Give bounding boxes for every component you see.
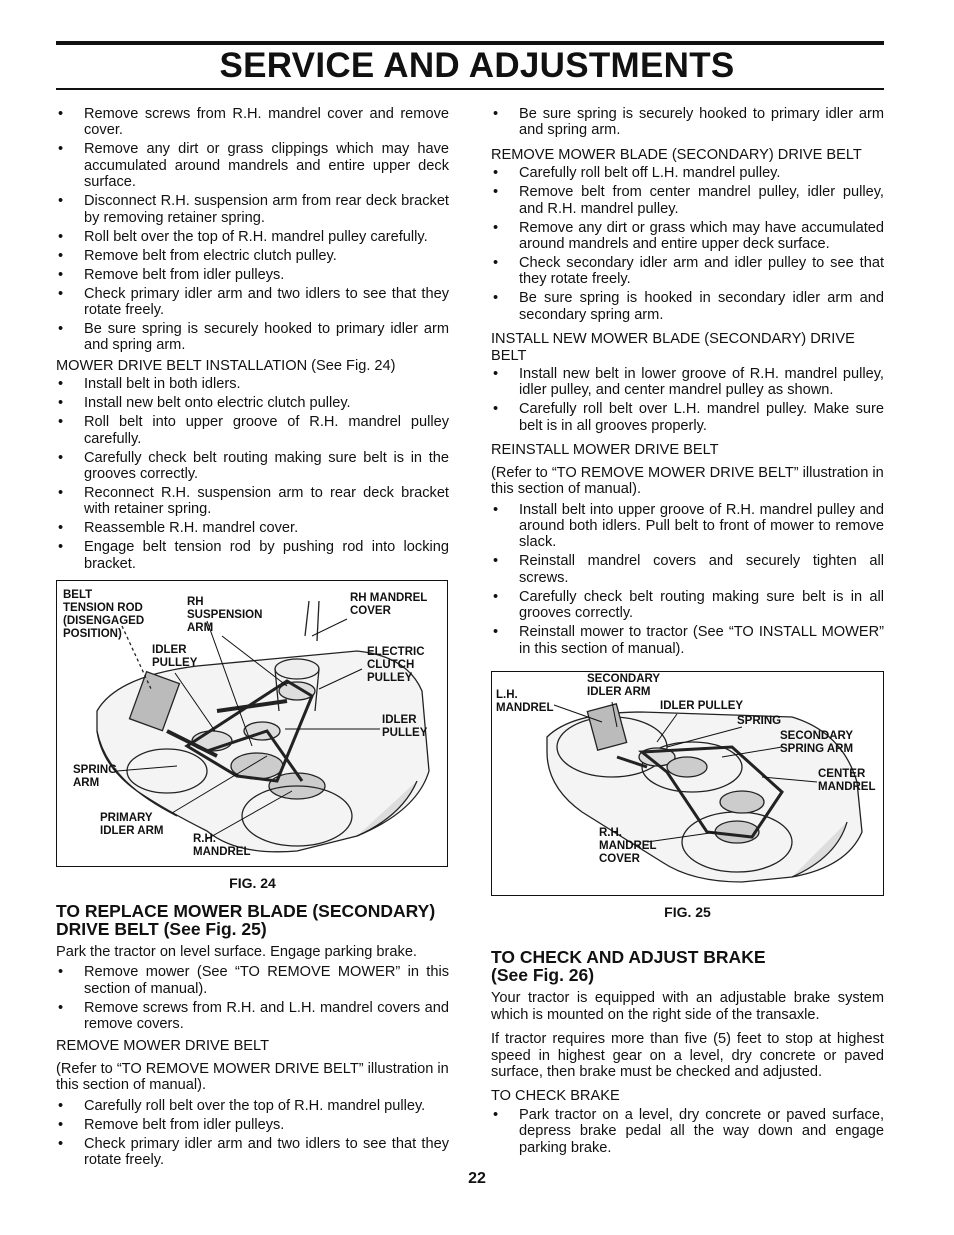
figure-25-frame: [491, 671, 884, 896]
right-column: [491, 106, 884, 1159]
page-number: 22: [468, 1170, 486, 1187]
list-item: • Remove belt from center mandrel pulley, idler pulley, and R.H. mandrel pulley.: [491, 184, 884, 217]
list-item: • Check secondary idler arm and idler pulley to see that they rotate freely.: [491, 255, 884, 288]
list-item: • Remove belt from idler pulleys.: [56, 267, 449, 283]
list-item: • Remove screws from R.H. and L.H. mandrel covers and remove covers.: [56, 1000, 449, 1033]
list-item: • Carefully check belt routing making sure belt is in all grooves correctly.: [491, 589, 884, 622]
fig25-label-secondary-idler-arm: SECONDARY IDLER ARM: [587, 672, 661, 698]
left-column: [56, 106, 449, 1171]
right-refer-text: (Refer to “TO REMOVE MOWER DRIVE BELT” illustration in this section of manual).: [491, 464, 884, 498]
left-bullet-list-3: [56, 964, 449, 1032]
list-item: • Be sure spring is securely hooked to primary idler arm and spring arm.: [56, 321, 449, 354]
park-tractor-text: Park the tractor on level surface. Engage parking brake.: [56, 943, 417, 960]
install-secondary-belt-heading: INSTALL NEW MOWER BLADE (SECONDARY) DRIVE BELT: [491, 331, 855, 364]
check-adjust-brake-title: TO CHECK AND ADJUST BRAKE: [491, 947, 766, 968]
list-item: • Install new belt in lower groove of R.H. mandrel pulley, idler pulley, and center mandrel pulley as shown.: [491, 366, 884, 399]
remove-secondary-belt-heading: REMOVE MOWER BLADE (SECONDARY) DRIVE BELT: [491, 146, 862, 163]
list-item: • Engage belt tension rod by pushing rod into locking bracket.: [56, 539, 449, 572]
fig25-label-lh-mandrel: L.H. MANDREL: [496, 688, 554, 714]
left-bullet-list-4: [56, 1098, 449, 1169]
check-adjust-brake-subtitle: (See Fig. 26): [491, 965, 595, 986]
remove-mower-drive-belt-heading: REMOVE MOWER DRIVE BELT: [56, 1038, 269, 1055]
list-item: • Be sure spring is hooked in secondary idler arm and secondary spring arm.: [491, 290, 884, 323]
fig24-label-rh-suspension-arm: RH SUSPENSION ARM: [187, 596, 263, 635]
fig25-label-secondary-spring-arm: SECONDARY SPRING ARM: [780, 729, 854, 755]
list-item: • Install new belt onto electric clutch pulley.: [56, 395, 449, 411]
list-item: • Roll belt over the top of R.H. mandrel pulley carefully.: [56, 229, 449, 245]
fig24-label-belt-tension-rod: BELT TENSION ROD (DISENGAGED POSITION): [63, 589, 145, 641]
list-item: • Roll belt into upper groove of R.H. mandrel pulley carefully.: [56, 414, 449, 447]
page-title: SERVICE AND ADJUSTMENTS: [219, 46, 735, 85]
figure-25: [491, 671, 884, 920]
fig24-label-idler-pulley-left: IDLER PULLEY: [152, 644, 198, 670]
fig25-label-idler-pulley: IDLER PULLEY: [660, 699, 744, 712]
replace-secondary-belt-title: TO REPLACE MOWER BLADE (SECONDARY) DRIVE BELT (See Fig. 25): [56, 900, 436, 939]
figure-24-frame: [56, 580, 448, 867]
right-bullet-list-2: [491, 165, 884, 323]
header-rule-top: [56, 41, 884, 45]
brake-paragraph-2: If tractor requires more than five (5) feet to stop at highest speed in highest gear on a level, dry concrete or paved surface, then brake must be checked and adjusted.: [491, 1031, 884, 1080]
list-item: • Install belt in both idlers.: [56, 376, 449, 392]
left-bullet-list-2: [56, 376, 449, 572]
list-item: • Remove mower (See “TO REMOVE MOWER” in this section of manual).: [56, 964, 449, 997]
fig24-label-primary-idler-arm: PRIMARY IDLER ARM: [100, 812, 164, 838]
fig25-label-rh-mandrel-cover: R.H. MANDREL COVER: [599, 826, 657, 865]
fig24-label-rh-mandrel-cover: RH MANDREL COVER: [350, 592, 428, 618]
list-item: • Reassemble R.H. mandrel cover.: [56, 520, 449, 536]
fig24-label-rh-mandrel: R.H. MANDREL: [193, 833, 251, 859]
list-item: • Reconnect R.H. suspension arm to rear deck bracket with retainer spring.: [56, 485, 449, 518]
list-item: • Remove belt from idler pulleys.: [56, 1117, 449, 1133]
list-item: • Be sure spring is securely hooked to primary idler arm and spring arm.: [491, 106, 884, 139]
brake-paragraph-1: Your tractor is equipped with an adjustable brake system which is mounted on the right side of the transaxle.: [491, 990, 884, 1023]
fig24-label-idler-pulley-right: IDLER PULLEY: [382, 714, 428, 740]
list-item: • Check primary idler arm and two idlers to see that they rotate freely.: [56, 286, 449, 319]
check-brake-heading: TO CHECK BRAKE: [491, 1088, 620, 1105]
list-item: • Check primary idler arm and two idlers to see that they rotate freely.: [56, 1136, 449, 1169]
list-item: • Carefully roll belt over L.H. mandrel pulley. Make sure belt is in all grooves properly.: [491, 401, 884, 434]
fig24-label-spring-arm: SPRING ARM: [73, 764, 118, 790]
left-bullet-list-1: [56, 106, 449, 354]
left-refer-text: (Refer to “TO REMOVE MOWER DRIVE BELT” illustration in this section of manual).: [56, 1060, 449, 1094]
list-item: • Reinstall mandrel covers and securely tighten all screws.: [491, 553, 884, 586]
list-item: • Install belt into upper groove of R.H. mandrel pulley and around both idlers. Pull belt to front of mower to remove slack.: [491, 502, 884, 551]
reinstall-mower-drive-belt-heading: REINSTALL MOWER DRIVE BELT: [491, 442, 719, 459]
right-bullet-list-4: [491, 502, 884, 657]
fig24-label-electric-clutch-pulley: ELECTRIC CLUTCH PULLEY: [367, 646, 425, 685]
right-bullet-list-5: [491, 1107, 884, 1156]
list-item: • Carefully roll belt off L.H. mandrel pulley.: [491, 165, 884, 181]
list-item: • Remove any dirt or grass clippings which may have accumulated around mandrels and entire upper deck surface.: [56, 141, 449, 190]
list-item: • Remove any dirt or grass which may have accumulated around mandrels and entire upper deck surface.: [491, 220, 884, 253]
list-item: • Reinstall mower to tractor (See “TO INSTALL MOWER” in this section of manual).: [491, 624, 884, 657]
list-item: • Remove belt from electric clutch pulley.: [56, 248, 449, 264]
list-item: • Park tractor on a level, dry concrete or paved surface, depress brake pedal all the way down and engage parking brake.: [491, 1107, 884, 1156]
list-item: • Disconnect R.H. suspension arm from rear deck bracket by removing retainer spring.: [56, 193, 449, 226]
right-bullet-list-3: [491, 366, 884, 434]
right-bullet-list-1: [491, 106, 884, 139]
mower-drive-belt-installation-heading: MOWER DRIVE BELT INSTALLATION (See Fig. 24): [56, 357, 396, 374]
figure-24: [56, 580, 449, 891]
fig25-label-center-mandrel: CENTER MANDREL: [818, 767, 876, 793]
list-item: • Remove screws from R.H. mandrel cover and remove cover.: [56, 106, 449, 139]
figure-24-caption: FIG. 24: [229, 875, 276, 892]
fig25-label-spring: SPRING: [737, 714, 782, 727]
figure-25-caption: FIG. 25: [664, 903, 711, 920]
list-item: • Carefully check belt routing making sure belt is in the grooves correctly.: [56, 450, 449, 483]
header-rule-bottom: [56, 88, 884, 90]
list-item: • Carefully roll belt over the top of R.H. mandrel pulley.: [56, 1098, 449, 1114]
